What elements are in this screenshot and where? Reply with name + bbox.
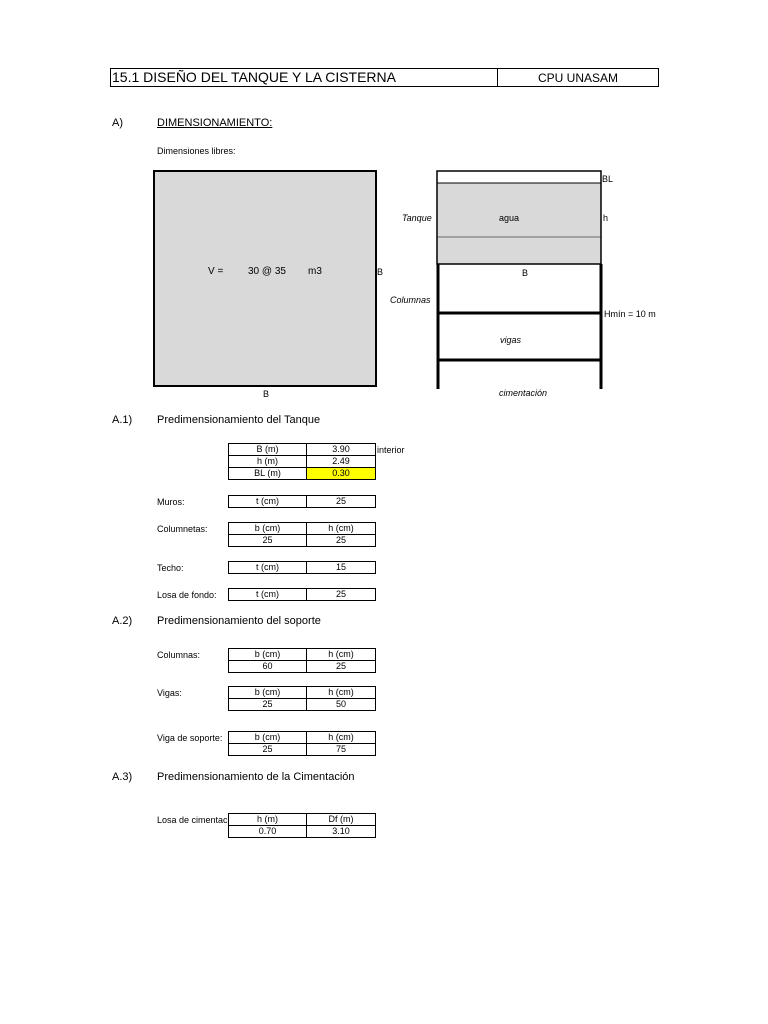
techo-value: 15 xyxy=(307,562,376,574)
viga-soporte-h1: b (cm) xyxy=(229,732,307,744)
interior-note: interior xyxy=(377,445,405,455)
dims-libres-label: Dimensiones libres: xyxy=(157,146,236,156)
losa-fondo-key: t (cm) xyxy=(229,589,307,601)
columnetas-h1: b (cm) xyxy=(229,523,307,535)
cimentacion-label: cimentación xyxy=(499,388,548,398)
columnas-table xyxy=(228,648,376,673)
tanque-label: Tanque xyxy=(402,213,432,223)
vigas-h1: b (cm) xyxy=(229,687,307,699)
vigas-soporte-label: Vigas: xyxy=(157,688,182,698)
losa-h1: h (m) xyxy=(229,814,307,826)
columnetas-v2: 25 xyxy=(307,535,376,547)
plan-view-box xyxy=(153,170,377,387)
vigas-v1: 25 xyxy=(229,699,307,711)
section-a2-title: Predimensionamiento del soporte xyxy=(157,615,321,627)
columnetas-table xyxy=(228,522,376,547)
columnas-soporte-label: Columnas: xyxy=(157,650,201,660)
viga-soporte-label: Viga de soporte: xyxy=(157,733,223,743)
table-row xyxy=(229,496,376,508)
table-row xyxy=(229,687,376,699)
viga-soporte-v1: 25 xyxy=(229,744,307,756)
table-row xyxy=(229,589,376,601)
section-a-label: A) xyxy=(112,117,123,129)
losa-h2: Df (m) xyxy=(307,814,376,826)
vigas-table xyxy=(228,686,376,711)
vigas-label: vigas xyxy=(500,335,522,345)
techo-label: Techo: xyxy=(157,563,184,573)
tank-dimensions-table xyxy=(228,443,376,480)
table-row xyxy=(229,535,376,547)
losa-v1: 0.70 xyxy=(229,826,307,838)
muros-value: 25 xyxy=(307,496,376,508)
section-a1-label: A.1) xyxy=(112,414,133,426)
table-row xyxy=(229,744,376,756)
table-row xyxy=(229,732,376,744)
columnas-v2: 25 xyxy=(307,661,376,673)
agua-label: agua xyxy=(499,213,520,223)
section-a3-label: A.3) xyxy=(112,771,133,783)
plan-bottom-label: B xyxy=(263,389,270,399)
elevation-diagram xyxy=(430,165,610,395)
header-box xyxy=(110,68,659,87)
losa-fondo-table xyxy=(228,588,376,601)
columnas-h2: h (cm) xyxy=(307,649,376,661)
section-a1-title: Predimensionamiento del Tanque xyxy=(157,414,321,426)
tank-b-key: B (m) xyxy=(229,444,307,456)
viga-soporte-table xyxy=(228,731,376,756)
losa-cimentacion-table xyxy=(228,813,376,838)
muros-key: t (cm) xyxy=(229,496,307,508)
columnetas-label: Columnetas: xyxy=(157,524,208,534)
water-fill xyxy=(437,183,601,264)
tank-bl-key: BL (m) xyxy=(229,468,307,480)
columnas-label: Columnas xyxy=(390,295,431,305)
columnas-v1: 60 xyxy=(229,661,307,673)
table-row xyxy=(229,456,376,468)
losa-fondo-label: Losa de fondo: xyxy=(157,590,217,600)
organization-label: CPU UNASAM xyxy=(537,71,618,85)
section-a3-title: Predimensionamiento de la Cimentación xyxy=(157,771,355,783)
volume-value: 30 @ 35 xyxy=(248,266,286,277)
volume-unit: m3 xyxy=(308,266,322,277)
volume-label: V = xyxy=(208,266,224,277)
table-row xyxy=(229,814,376,826)
muros-label: Muros: xyxy=(157,497,185,507)
muros-table xyxy=(228,495,376,508)
table-row xyxy=(229,523,376,535)
tank-h-value: 2.49 xyxy=(307,456,376,468)
losa-v2: 3.10 xyxy=(307,826,376,838)
columnetas-v1: 25 xyxy=(229,535,307,547)
document-title: 15.1 DISEÑO DEL TANQUE Y LA CISTERNA xyxy=(111,69,498,86)
losa-fondo-value: 25 xyxy=(307,589,376,601)
losa-cimentacion-label: Losa de cimentac xyxy=(157,815,228,825)
section-a2-label: A.2) xyxy=(112,615,133,627)
elevation-b-label: B xyxy=(522,268,529,278)
techo-table xyxy=(228,561,376,574)
columnetas-h2: h (cm) xyxy=(307,523,376,535)
h-label: h xyxy=(603,213,609,223)
columnas-h1: b (cm) xyxy=(229,649,307,661)
viga-soporte-h2: h (cm) xyxy=(307,732,376,744)
table-row xyxy=(229,468,376,480)
vigas-v2: 50 xyxy=(307,699,376,711)
vigas-h2: h (cm) xyxy=(307,687,376,699)
bl-label: BL xyxy=(602,174,614,184)
tank-bl-value[interactable]: 0.30 xyxy=(307,468,376,480)
table-row xyxy=(229,562,376,574)
tank-b-value: 3.90 xyxy=(307,444,376,456)
tank-h-key: h (m) xyxy=(229,456,307,468)
table-row xyxy=(229,649,376,661)
table-row xyxy=(229,699,376,711)
hmin-label: Hmín = 10 m xyxy=(604,309,656,319)
freeboard-area xyxy=(437,171,601,183)
techo-key: t (cm) xyxy=(229,562,307,574)
viga-soporte-v2: 75 xyxy=(307,744,376,756)
plan-side-label: B xyxy=(377,267,384,277)
table-row xyxy=(229,826,376,838)
table-row xyxy=(229,661,376,673)
section-a-title: DIMENSIONAMIENTO: xyxy=(157,117,273,129)
table-row xyxy=(229,444,376,456)
